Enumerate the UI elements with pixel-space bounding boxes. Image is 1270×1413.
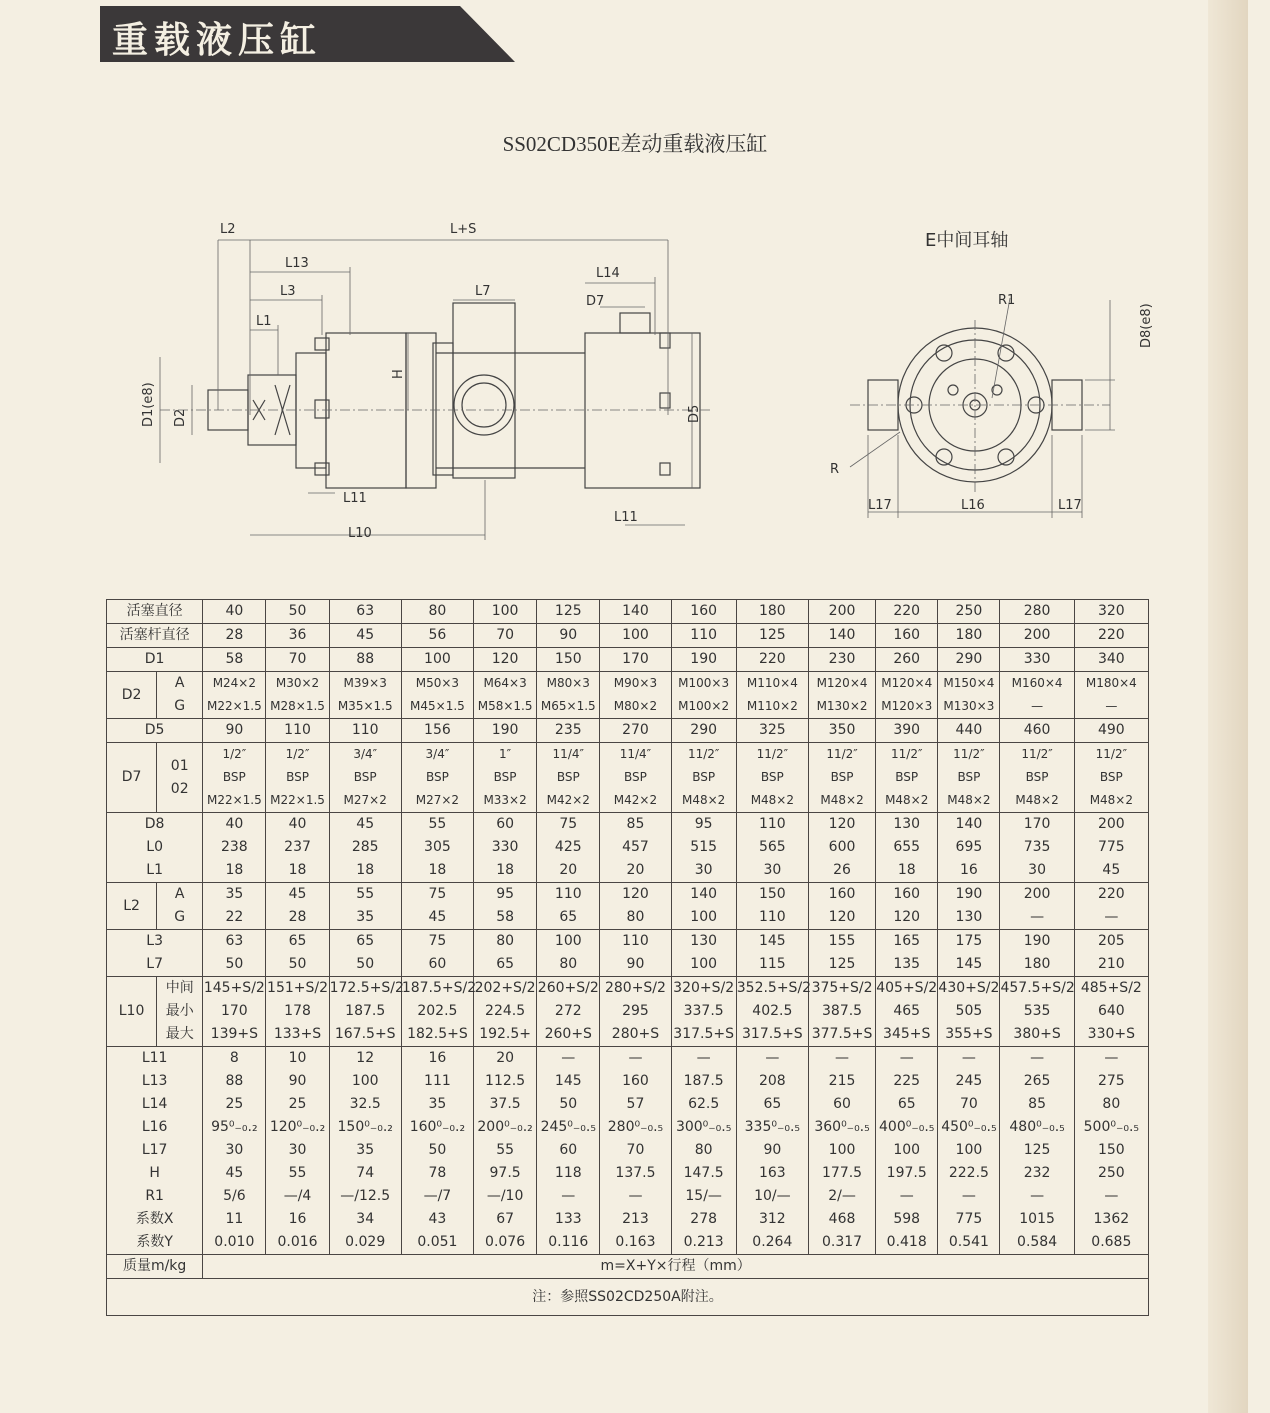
table-cell: 12 100 32.5 150⁰₋₀.₂ 35 74 —/12.5 34 0.029: [329, 1047, 401, 1255]
table-cell: 70: [474, 624, 537, 648]
table-cell: 11/2″ BSP M48×2: [1074, 743, 1148, 813]
table-cell: 120: [474, 648, 537, 672]
table-cell: 260+S/2 272 260+S: [537, 977, 600, 1047]
table-cell: 55 35: [329, 883, 401, 930]
table-row: [107, 624, 1149, 648]
table-row: [107, 1255, 1149, 1279]
table-cell: 200: [1000, 624, 1074, 648]
table-cell: 405+S/2 465 345+S: [876, 977, 938, 1047]
table-cell: 190 180: [1000, 930, 1074, 977]
table-cell: 63: [329, 600, 401, 624]
table-cell: 100: [600, 624, 671, 648]
table-cell: 330: [1000, 648, 1074, 672]
row-sublabel: 中间 最小 最大: [157, 977, 203, 1047]
table-cell: 200 775 45: [1074, 813, 1148, 883]
row-label: D8 L0 L1: [107, 813, 203, 883]
spec-body: [107, 600, 1149, 1316]
table-cell: 140 695 16: [938, 813, 1000, 883]
table-cell: 45: [329, 624, 401, 648]
row-label: L2: [107, 883, 157, 930]
table-cell: 63 50: [203, 930, 266, 977]
cylinder-drawing: [140, 215, 710, 545]
table-cell: 60 330 18: [474, 813, 537, 883]
table-cell: 40 237 18: [266, 813, 329, 883]
table-cell: 140 100: [671, 883, 736, 930]
dim-label: H: [391, 369, 406, 379]
table-cell: 175 145: [938, 930, 1000, 977]
table-cell: 165 135: [876, 930, 938, 977]
table-cell: M120×4 M130×2: [808, 672, 875, 719]
table-cell: 80 65: [474, 930, 537, 977]
table-cell: 190: [671, 648, 736, 672]
table-cell: 160 120: [808, 883, 875, 930]
table-cell: 190: [474, 719, 537, 743]
table-cell: 340: [1074, 648, 1148, 672]
table-cell: 11/2″ BSP M48×2: [876, 743, 938, 813]
dim-label: L1: [256, 314, 272, 329]
table-cell: 187.5+S/2 202.5 182.5+S: [401, 977, 473, 1047]
section-banner: [100, 6, 515, 62]
table-cell: 56: [401, 624, 473, 648]
table-cell: 120 600 26: [808, 813, 875, 883]
table-row: [107, 883, 1149, 930]
dim-label: L11: [343, 491, 367, 506]
table-cell: 202+S/2 224.5 192.5+: [474, 977, 537, 1047]
table-cell: 80: [401, 600, 473, 624]
row-sublabel: 01 02: [157, 743, 203, 813]
table-cell: M150×4 M130×3: [938, 672, 1000, 719]
table-cell: 140: [600, 600, 671, 624]
table-cell: 190 130: [938, 883, 1000, 930]
table-cell: 430+S/2 505 355+S: [938, 977, 1000, 1047]
table-cell: 325: [736, 719, 808, 743]
table-cell: 75 60: [401, 930, 473, 977]
table-cell: 145+S/2 170 139+S: [203, 977, 266, 1047]
table-row: [107, 600, 1149, 624]
table-cell: 160: [671, 600, 736, 624]
spec-table: [106, 599, 1149, 1316]
table-cell: 485+S/2 640 330+S: [1074, 977, 1148, 1047]
table-cell: 88: [329, 648, 401, 672]
table-cell: 156: [401, 719, 473, 743]
table-cell: 110: [266, 719, 329, 743]
table-row: [107, 719, 1149, 743]
table-cell: 200: [808, 600, 875, 624]
row-label: D1: [107, 648, 203, 672]
table-cell: 90: [203, 719, 266, 743]
table-cell: 151+S/2 178 133+S: [266, 977, 329, 1047]
table-cell: 180: [736, 600, 808, 624]
table-cell: 40 238 18: [203, 813, 266, 883]
table-cell: M50×3 M45×1.5: [401, 672, 473, 719]
table-row: [107, 813, 1149, 883]
table-row: [107, 743, 1149, 813]
table-cell: 55 305 18: [401, 813, 473, 883]
table-cell: — 275 80 500⁰₋₀.₅ 150 250 — 1362 0.685: [1074, 1047, 1148, 1255]
table-cell: 125: [736, 624, 808, 648]
table-cell: 160: [876, 624, 938, 648]
dim-label: L2: [220, 222, 236, 237]
side-label: L16: [961, 498, 985, 513]
side-label: R: [830, 462, 840, 477]
table-cell: 230: [808, 648, 875, 672]
table-cell: 140: [808, 624, 875, 648]
row-label: L11 L13 L14 L16 L17 H R1 系数X 系数Y: [107, 1047, 203, 1255]
table-cell: 75 425 20: [537, 813, 600, 883]
dim-label: D5: [687, 404, 702, 423]
table-cell: M30×2 M28×1.5: [266, 672, 329, 719]
side-label: L17: [1058, 498, 1082, 513]
row-label: 活塞直径: [107, 600, 203, 624]
side-label: R1: [998, 293, 1016, 308]
table-cell: 16 111 35 160⁰₋₀.₂ 50 78 —/7 43 0.051: [401, 1047, 473, 1255]
table-cell: 11/2″ BSP M48×2: [938, 743, 1000, 813]
table-note: 注：参照SS02CD250A附注。: [107, 1279, 1149, 1316]
row-label: 活塞杆直径: [107, 624, 203, 648]
table-cell: 11/4″ BSP M42×2: [600, 743, 671, 813]
dim-label: D2: [173, 408, 188, 427]
table-cell: 95 58: [474, 883, 537, 930]
table-cell: 70: [266, 648, 329, 672]
table-cell: M100×3 M100×2: [671, 672, 736, 719]
table-cell: 375+S/2 387.5 377.5+S: [808, 977, 875, 1047]
table-cell: 100: [474, 600, 537, 624]
table-cell: — 187.5 62.5 300⁰₋₀.₅ 80 147.5 15/— 278 0.213: [671, 1047, 736, 1255]
table-cell: 320+S/2 337.5 317.5+S: [671, 977, 736, 1047]
table-cell: 352.5+S/2 402.5 317.5+S: [736, 977, 808, 1047]
table-cell: 36: [266, 624, 329, 648]
table-cell: M110×4 M110×2: [736, 672, 808, 719]
table-cell: 40: [203, 600, 266, 624]
row-label: L10: [107, 977, 157, 1047]
dim-label: L7: [475, 284, 491, 299]
table-cell: M64×3 M58×1.5: [474, 672, 537, 719]
table-cell: 95 515 30: [671, 813, 736, 883]
table-cell: 11/2″ BSP M48×2: [736, 743, 808, 813]
trunnion-side-view: [820, 220, 1154, 520]
table-cell: 490: [1074, 719, 1148, 743]
table-cell: 125: [537, 600, 600, 624]
table-cell: 110 565 30: [736, 813, 808, 883]
table-cell: 320: [1074, 600, 1148, 624]
table-cell: 220 —: [1074, 883, 1148, 930]
table-cell: 8 88 25 95⁰₋₀.₂ 30 45 5/6 11 0.010: [203, 1047, 266, 1255]
dim-label: L14: [596, 266, 620, 281]
table-row: [107, 1279, 1149, 1316]
table-cell: 170: [600, 648, 671, 672]
table-cell: 457.5+S/2 535 380+S: [1000, 977, 1074, 1047]
table-cell: 50: [266, 600, 329, 624]
table-row: [107, 672, 1149, 719]
dim-label: L10: [348, 526, 372, 541]
table-cell: 180: [938, 624, 1000, 648]
table-cell: 205 210: [1074, 930, 1148, 977]
table-cell: 170 735 30: [1000, 813, 1074, 883]
table-cell: 58: [203, 648, 266, 672]
table-cell: M160×4 —: [1000, 672, 1074, 719]
table-cell: 45 285 18: [329, 813, 401, 883]
table-cell: 290: [671, 719, 736, 743]
table-cell: M90×3 M80×2: [600, 672, 671, 719]
dim-label: D7: [586, 294, 605, 309]
table-cell: 220: [876, 600, 938, 624]
table-cell: 110: [329, 719, 401, 743]
page-edge: [1208, 0, 1248, 1413]
table-cell: 280+S/2 295 280+S: [600, 977, 671, 1047]
table-cell: 1/2″ BSP M22×1.5: [266, 743, 329, 813]
table-cell: 100: [401, 648, 473, 672]
side-label: L17: [868, 498, 892, 513]
mass-formula: m=X+Y×行程（mm）: [203, 1255, 1149, 1279]
table-cell: 172.5+S/2 187.5 167.5+S: [329, 977, 401, 1047]
table-cell: 390: [876, 719, 938, 743]
table-cell: 155 125: [808, 930, 875, 977]
table-cell: 11/2″ BSP M48×2: [671, 743, 736, 813]
dim-label: L11: [614, 510, 638, 525]
table-cell: 11/4″ BSP M42×2: [537, 743, 600, 813]
table-row: [107, 1047, 1149, 1255]
table-cell: 130 655 18: [876, 813, 938, 883]
table-row: [107, 977, 1149, 1047]
table-cell: 220: [736, 648, 808, 672]
table-cell: 85 457 20: [600, 813, 671, 883]
table-cell: 260: [876, 648, 938, 672]
table-cell: 280: [1000, 600, 1074, 624]
table-cell: 110 65: [537, 883, 600, 930]
table-row: [107, 930, 1149, 977]
table-cell: 160 120: [876, 883, 938, 930]
table-cell: M80×3 M65×1.5: [537, 672, 600, 719]
table-cell: M180×4 —: [1074, 672, 1148, 719]
table-cell: 75 45: [401, 883, 473, 930]
table-cell: 110 90: [600, 930, 671, 977]
row-label: L3 L7: [107, 930, 203, 977]
table-cell: 10 90 25 120⁰₋₀.₂ 30 55 —/4 16 0.016: [266, 1047, 329, 1255]
side-label: D8(e8): [1139, 303, 1154, 348]
table-cell: 3/4″ BSP M27×2: [329, 743, 401, 813]
dim-label: L3: [280, 284, 296, 299]
table-cell: 200 —: [1000, 883, 1074, 930]
row-sublabel: A G: [157, 883, 203, 930]
table-cell: 460: [1000, 719, 1074, 743]
table-cell: — 265 85 480⁰₋₀.₅ 125 232 — 1015 0.584: [1000, 1047, 1074, 1255]
table-cell: 11/2″ BSP M48×2: [808, 743, 875, 813]
row-label: 质量m/kg: [107, 1255, 203, 1279]
table-cell: — 145 50 245⁰₋₀.₅ 60 118 — 133 0.116: [537, 1047, 600, 1255]
table-cell: 110: [671, 624, 736, 648]
table-cell: 235: [537, 719, 600, 743]
dim-label: L+S: [450, 222, 477, 237]
dim-label: D1(e8): [141, 382, 156, 427]
table-cell: 220: [1074, 624, 1148, 648]
table-cell: — 215 60 360⁰₋₀.₅ 100 177.5 2/— 468 0.317: [808, 1047, 875, 1255]
table-cell: 20 112.5 37.5 200⁰₋₀.₂ 55 97.5 —/10 67 0.076: [474, 1047, 537, 1255]
table-cell: — 208 65 335⁰₋₀.₅ 90 163 10/— 312 0.264: [736, 1047, 808, 1255]
table-cell: 270: [600, 719, 671, 743]
table-cell: — 225 65 400⁰₋₀.₅ 100 197.5 — 598 0.418: [876, 1047, 938, 1255]
table-cell: 1/2″ BSP M22×1.5: [203, 743, 266, 813]
table-cell: — 160 57 280⁰₋₀.₅ 70 137.5 — 213 0.163: [600, 1047, 671, 1255]
table-cell: 90: [537, 624, 600, 648]
row-label: D2: [107, 672, 157, 719]
table-cell: 145 115: [736, 930, 808, 977]
table-cell: 1″ BSP M33×2: [474, 743, 537, 813]
table-cell: 45 28: [266, 883, 329, 930]
row-label: D7: [107, 743, 157, 813]
table-cell: 130 100: [671, 930, 736, 977]
table-cell: 120 80: [600, 883, 671, 930]
table-cell: M120×4 M120×3: [876, 672, 938, 719]
table-cell: 35 22: [203, 883, 266, 930]
side-view-title: E中间耳轴: [925, 230, 1009, 251]
row-sublabel: A G: [157, 672, 203, 719]
banner-title: 重载液压缸: [112, 19, 323, 61]
table-cell: 28: [203, 624, 266, 648]
table-cell: M39×3 M35×1.5: [329, 672, 401, 719]
table-cell: 150 110: [736, 883, 808, 930]
table-cell: 65 50: [266, 930, 329, 977]
document-title: SS02CD350E差动重载液压缸: [502, 132, 768, 156]
row-label: D5: [107, 719, 203, 743]
table-cell: 290: [938, 648, 1000, 672]
table-cell: — 245 70 450⁰₋₀.₅ 100 222.5 — 775 0.541: [938, 1047, 1000, 1255]
table-row: [107, 648, 1149, 672]
table-cell: 100 80: [537, 930, 600, 977]
table-cell: M24×2 M22×1.5: [203, 672, 266, 719]
table-cell: 250: [938, 600, 1000, 624]
dim-label: L13: [285, 256, 309, 271]
table-cell: 350: [808, 719, 875, 743]
table-cell: 11/2″ BSP M48×2: [1000, 743, 1074, 813]
table-cell: 150: [537, 648, 600, 672]
table-cell: 440: [938, 719, 1000, 743]
table-cell: 65 50: [329, 930, 401, 977]
table-cell: 3/4″ BSP M27×2: [401, 743, 473, 813]
